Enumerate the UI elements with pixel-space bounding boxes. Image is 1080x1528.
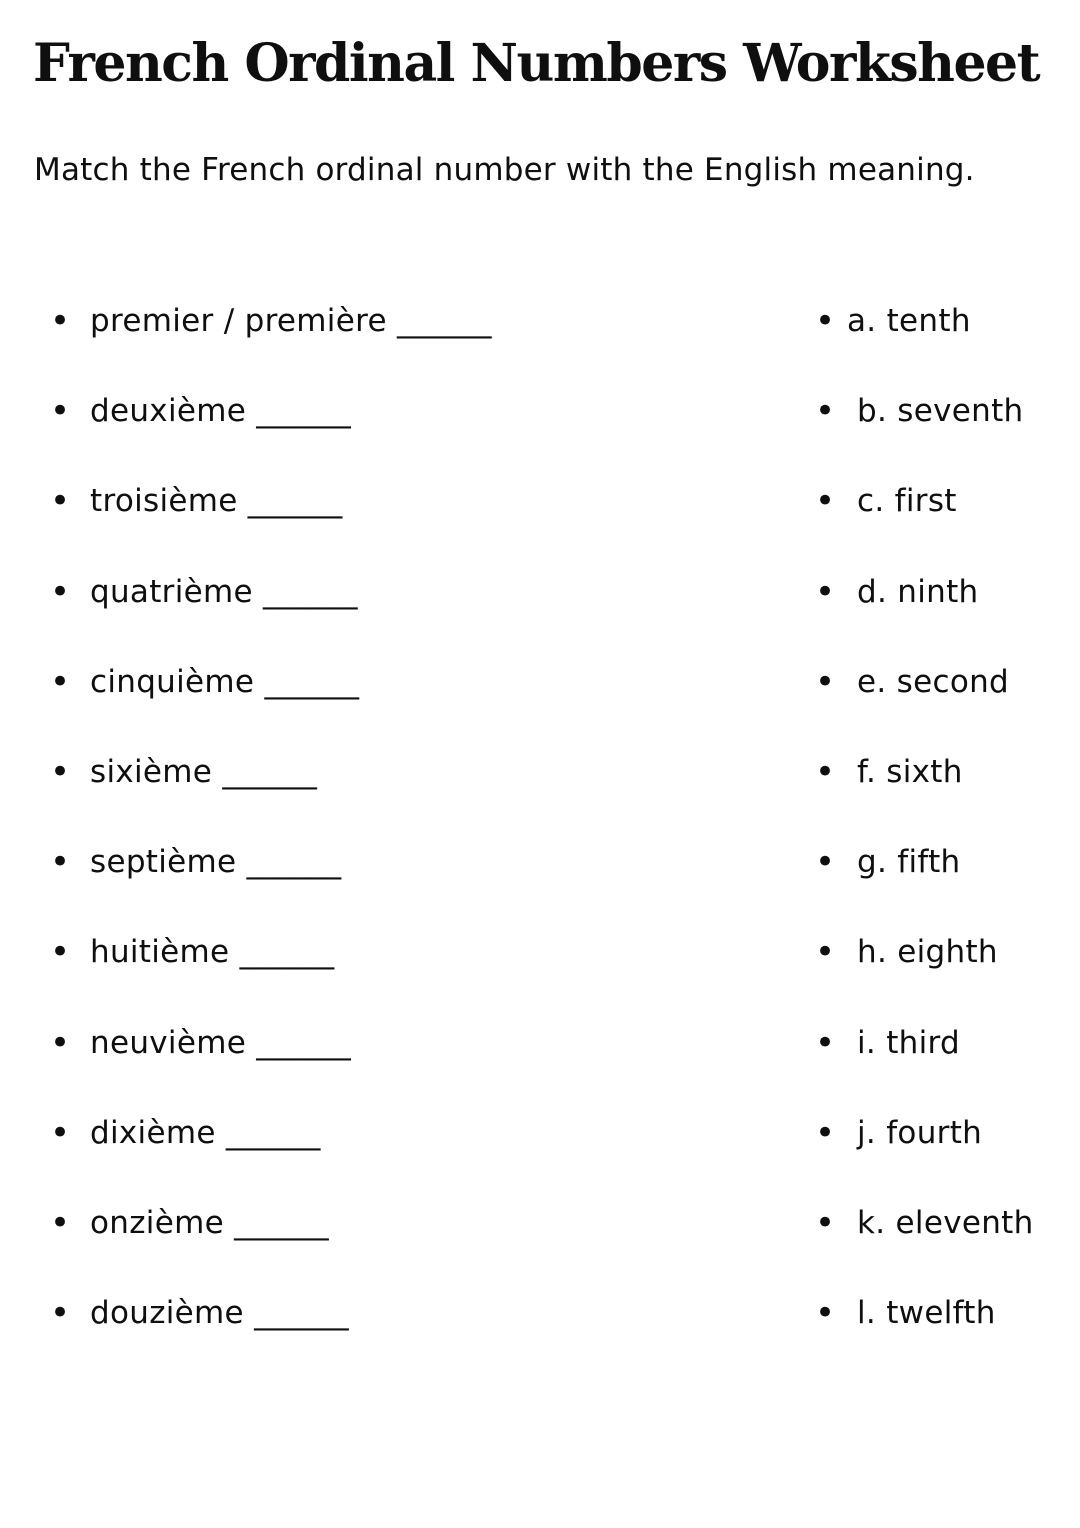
french-term-label: cinquième ______ (90, 663, 360, 700)
french-term-item (50, 928, 492, 1018)
english-meaning-label: k. eleventh (857, 1204, 1034, 1241)
english-meaning-item (815, 387, 1034, 477)
french-term-label: quatrième ______ (90, 573, 358, 610)
english-meaning-label: c. first (857, 483, 957, 520)
french-term-label: douzième ______ (90, 1295, 349, 1332)
bullet-icon: • (50, 661, 71, 702)
french-term-label: dixième ______ (90, 1114, 321, 1151)
english-meaning-label: d. ninth (857, 573, 979, 610)
english-meaning-label: f. sixth (857, 753, 963, 790)
french-term-item (50, 568, 492, 658)
bullet-icon: • (50, 1112, 71, 1153)
bullet-icon: • (50, 481, 71, 522)
french-term-item (50, 658, 492, 748)
french-term-label: troisième ______ (90, 483, 343, 520)
french-term-item (50, 1289, 492, 1379)
english-meaning-item (815, 477, 1034, 567)
english-meaning-item (815, 1199, 1034, 1289)
french-terms-list (50, 297, 492, 1379)
bullet-icon: • (815, 661, 836, 702)
french-term-label: sixième ______ (90, 753, 318, 790)
french-term-item (50, 387, 492, 477)
french-term-label: huitième ______ (90, 934, 335, 971)
english-meaning-label: l. twelfth (857, 1295, 996, 1332)
bullet-icon: • (815, 842, 836, 883)
english-meaning-item (815, 658, 1034, 748)
english-meaning-item (815, 748, 1034, 838)
english-meaning-label: j. fourth (857, 1114, 983, 1151)
bullet-icon: • (815, 1112, 836, 1153)
french-term-label: septième ______ (90, 844, 342, 881)
french-term-item (50, 297, 492, 387)
bullet-icon: • (815, 391, 836, 432)
bullet-icon: • (815, 481, 836, 522)
bullet-icon: • (815, 301, 836, 341)
french-term-label: premier / première ______ (90, 303, 492, 339)
english-meaning-item (815, 1109, 1034, 1199)
english-meaning-item (815, 838, 1034, 928)
bullet-icon: • (50, 1293, 71, 1334)
english-meaning-label: g. fifth (857, 844, 961, 881)
french-term-item (50, 838, 492, 928)
bullet-icon: • (50, 391, 71, 432)
bullet-icon: • (50, 751, 71, 792)
bullet-icon: • (815, 571, 836, 612)
english-meaning-label: b. seventh (857, 393, 1024, 430)
french-term-item (50, 1199, 492, 1289)
bullet-icon: • (50, 301, 71, 341)
english-meaning-label: i. third (857, 1024, 961, 1061)
worksheet-title: French Ordinal Numbers Worksheet (33, 33, 1040, 94)
bullet-icon: • (815, 751, 836, 792)
french-term-label: neuvième ______ (90, 1024, 352, 1061)
bullet-icon: • (50, 1022, 71, 1063)
english-meaning-item (815, 928, 1034, 1018)
instructions-text: Match the French ordinal number with the English meaning. (34, 152, 975, 188)
french-term-label: deuxième ______ (90, 393, 352, 430)
french-term-item (50, 748, 492, 838)
french-term-item (50, 477, 492, 567)
english-meaning-label: a. tenth (847, 303, 971, 339)
english-meaning-item (815, 1289, 1034, 1379)
french-term-item (50, 1109, 492, 1199)
bullet-icon: • (815, 1202, 836, 1243)
french-term-label: onzième ______ (90, 1204, 329, 1241)
english-meaning-label: e. second (857, 663, 1010, 700)
bullet-icon: • (815, 1022, 836, 1063)
bullet-icon: • (50, 1202, 71, 1243)
english-meanings-list (815, 297, 1034, 1379)
bullet-icon: • (50, 842, 71, 883)
bullet-icon: • (50, 571, 71, 612)
bullet-icon: • (815, 1293, 836, 1334)
french-term-item (50, 1019, 492, 1109)
english-meaning-label: h. eighth (857, 934, 998, 971)
bullet-icon: • (815, 932, 836, 973)
bullet-icon: • (50, 932, 71, 973)
english-meaning-item (815, 297, 1034, 387)
english-meaning-item (815, 1019, 1034, 1109)
english-meaning-item (815, 568, 1034, 658)
